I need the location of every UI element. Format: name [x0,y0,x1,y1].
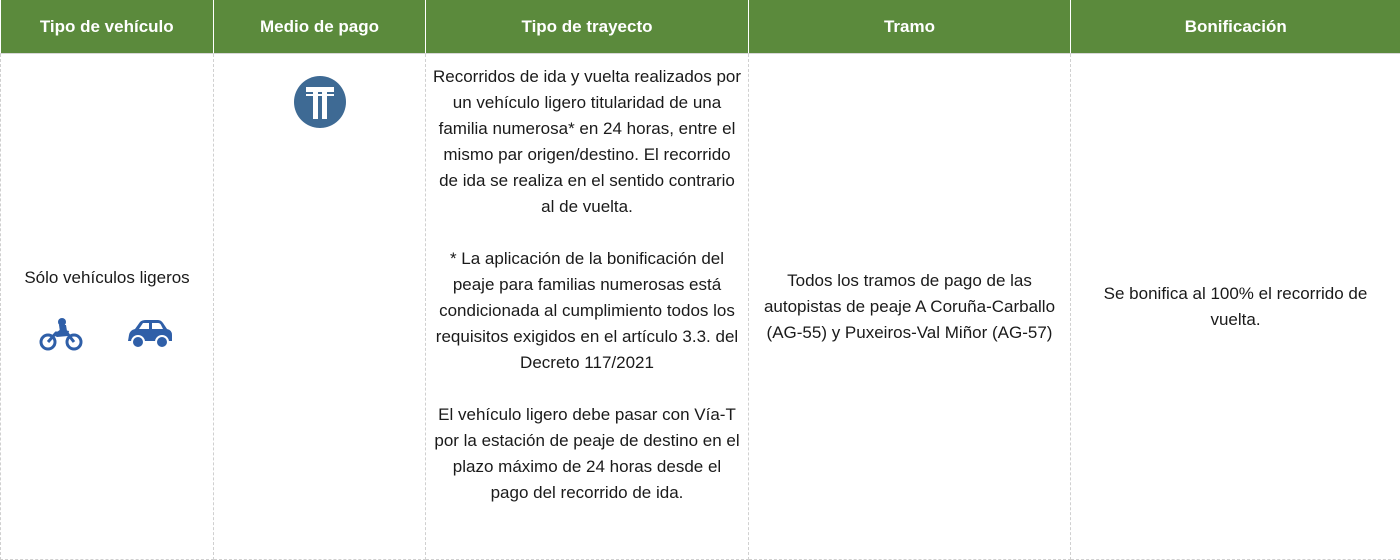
route-paragraph: El vehículo ligero debe pasar con Vía-T por la estación de peaje de destino en el plazo máximo de 24 horas desde el pago del recorrido de ida. [432,402,742,506]
route-footnote: * La aplicación de la bonificación del peaje para familias numerosas está condicionada al cumplimiento todos los requisitos exigidos en el artículo 3.3. del Decreto 117/2021 [432,246,742,376]
cell-route-type [426,54,749,560]
header-route-type: Tipo de trayecto [426,0,749,54]
header-section: Tramo [749,0,1071,54]
via-t-logo [293,75,347,137]
car-icon [125,317,175,359]
cell-payment [214,54,426,560]
route-paragraph: Recorridos de ida y vuelta realizados por un vehículo ligero titularidad de una familia numerosa* en 24 horas, entre el mismo par origen/destino. El recorrido de ida se realiza en el sentido contrario al de vuelta. [432,64,742,220]
table-row [1,54,1400,560]
vehicle-icons [1,317,213,359]
header-row [1,0,1400,54]
cell-discount: Se bonifica al 100% el recorrido de vuelta. [1071,54,1400,560]
cell-section: Todos los tramos de pago de las autopistas de peaje A Coruña-Carballo (AG-55) y Puxeiros-Val Miñor (AG-57) [749,54,1071,560]
cell-vehicle-type [1,54,214,560]
motorcycle-icon [39,317,83,359]
header-payment: Medio de pago [214,0,426,54]
vehicle-type-label: Sólo vehículos ligeros [1,265,213,291]
header-discount: Bonificación [1071,0,1400,54]
header-vehicle-type: Tipo de vehículo [1,0,214,54]
